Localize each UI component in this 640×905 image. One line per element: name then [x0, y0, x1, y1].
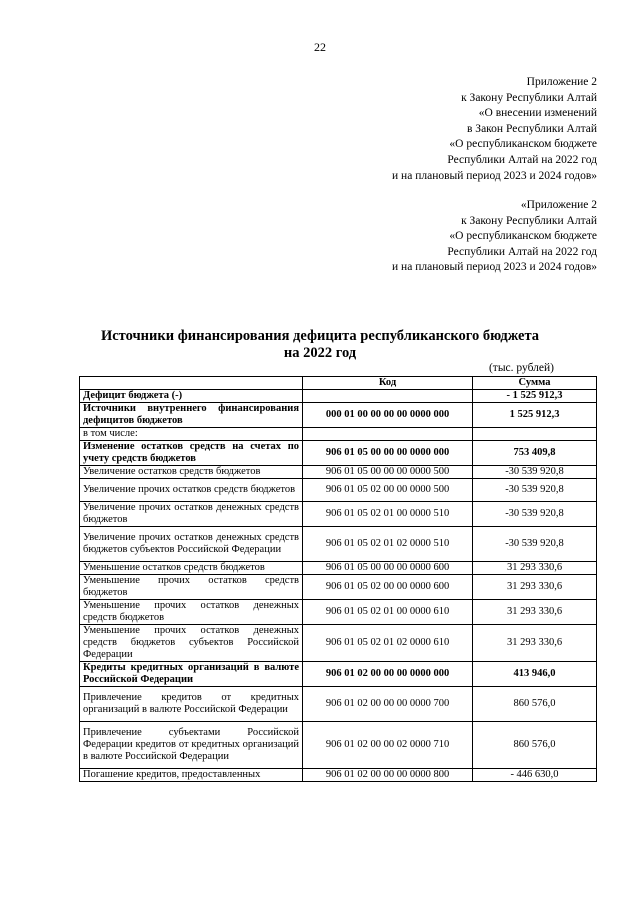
page-number: 22	[314, 40, 326, 54]
row-code-cell: 906 01 02 00 00 00 0000 700	[303, 687, 473, 722]
row-sum-cell: 860 576,0	[473, 722, 597, 769]
row-code-cell: 906 01 05 02 00 00 0000 600	[303, 575, 473, 600]
row-code-cell: 906 01 02 00 00 02 0000 710	[303, 722, 473, 769]
row-code-cell	[303, 428, 473, 441]
row-sum-cell: - 1 525 912,3	[473, 390, 597, 403]
row-sum-cell: -30 539 920,8	[473, 466, 597, 479]
row-name-cell: в том числе:	[80, 428, 303, 441]
appendix-line: Республики Алтай на 2022 год	[447, 245, 597, 258]
table-row	[80, 625, 597, 662]
appendix-line: к Закону Республики Алтай	[461, 214, 597, 227]
row-name-cell: Уменьшение прочих остатков денежных средств бюджетов субъектов Российской Федерации	[80, 625, 303, 662]
appendix-line: и на плановый период 2023 и 2024 годов»	[392, 169, 597, 182]
row-code-cell: 906 01 05 00 00 00 0000 600	[303, 562, 473, 575]
table-row	[80, 527, 597, 562]
appendix-line: к Закону Республики Алтай	[461, 91, 597, 104]
row-code-cell: 906 01 02 00 00 00 0000 800	[303, 769, 473, 782]
row-sum-cell: 31 293 330,6	[473, 575, 597, 600]
row-name-cell: Дефицит бюджета (-)	[80, 390, 303, 403]
row-name-cell: Погашение кредитов, предоставленных	[80, 769, 303, 782]
table-row	[80, 687, 597, 722]
row-code-cell: 906 01 02 00 00 00 0000 000	[303, 662, 473, 687]
appendix-header	[392, 75, 597, 184]
column-header-sum: Сумма	[473, 377, 597, 390]
row-name-cell: Увеличение прочих остатков денежных средств бюджетов	[80, 502, 303, 527]
column-header-name	[80, 377, 303, 390]
appendix-header-quoted	[392, 198, 597, 276]
row-code-cell: 906 01 05 00 00 00 0000 000	[303, 441, 473, 466]
column-header-code: Код	[303, 377, 473, 390]
row-sum-cell: -30 539 920,8	[473, 479, 597, 502]
row-sum-cell: 753 409,8	[473, 441, 597, 466]
row-code-cell: 906 01 05 02 00 00 0000 500	[303, 479, 473, 502]
row-sum-cell: - 446 630,0	[473, 769, 597, 782]
row-name-cell: Уменьшение прочих остатков денежных средств бюджетов	[80, 600, 303, 625]
table-row	[80, 390, 597, 403]
table-body	[80, 390, 597, 782]
row-code-cell: 906 01 05 02 01 00 0000 510	[303, 502, 473, 527]
row-name-cell: Увеличение прочих остатков денежных средств бюджетов субъектов Российской Федерации	[80, 527, 303, 562]
appendix-line: «О республиканском бюджете	[449, 230, 597, 243]
row-sum-cell: 860 576,0	[473, 687, 597, 722]
title-line: на 2022 год	[283, 345, 357, 361]
table-row	[80, 428, 597, 441]
table-row	[80, 441, 597, 466]
row-sum-cell: 31 293 330,6	[473, 600, 597, 625]
title-line: Источники финансирования дефицита республиканского бюджета	[100, 328, 540, 344]
row-code-cell	[303, 390, 473, 403]
appendix-line: и на плановый период 2023 и 2024 годов»	[392, 261, 597, 274]
row-name-cell: Привлечение кредитов от кредитных организаций в валюте Российской Федерации	[80, 687, 303, 722]
table-row	[80, 722, 597, 769]
appendix-line: «О внесении изменений	[478, 107, 597, 120]
appendix-line: Республики Алтай на 2022 год	[447, 153, 597, 166]
row-code-cell: 906 01 05 02 01 02 0000 610	[303, 625, 473, 662]
row-code-cell: 906 01 05 02 01 02 0000 510	[303, 527, 473, 562]
table-row	[80, 600, 597, 625]
appendix-line: Приложение 2	[526, 76, 597, 88]
appendix-line: «О республиканском бюджете	[449, 138, 597, 151]
budget-table	[79, 376, 597, 782]
row-name-cell: Привлечение субъектами Российской Федерации кредитов от кредитных организаций в валюте Российской Федерации	[80, 722, 303, 769]
units-label: (тыс. рублей)	[488, 362, 554, 374]
row-name-cell: Увеличение остатков средств бюджетов	[80, 466, 303, 479]
table-header-row	[80, 377, 597, 390]
table-row	[80, 403, 597, 428]
table-row	[80, 562, 597, 575]
row-name-cell: Уменьшение остатков средств бюджетов	[80, 562, 303, 575]
table-row	[80, 769, 597, 782]
row-name-cell: Увеличение прочих остатков средств бюджетов	[80, 479, 303, 502]
row-sum-cell	[473, 428, 597, 441]
row-sum-cell: -30 539 920,8	[473, 527, 597, 562]
row-sum-cell: -30 539 920,8	[473, 502, 597, 527]
table-row	[80, 502, 597, 527]
appendix-line: «Приложение 2	[520, 199, 597, 211]
row-sum-cell: 31 293 330,6	[473, 562, 597, 575]
table-row	[80, 466, 597, 479]
row-code-cell: 906 01 05 00 00 00 0000 500	[303, 466, 473, 479]
row-name-cell: Кредиты кредитных организаций в валюте Российской Федерации	[80, 662, 303, 687]
document-title	[0, 328, 640, 362]
row-sum-cell: 413 946,0	[473, 662, 597, 687]
row-name-cell: Изменение остатков средств на счетах по учету средств бюджетов	[80, 441, 303, 466]
row-name-cell: Источники внутреннего финансирования дефицитов бюджетов	[80, 403, 303, 428]
appendix-line: в Закон Республики Алтай	[467, 122, 597, 135]
table-row	[80, 575, 597, 600]
table-row	[80, 662, 597, 687]
row-code-cell: 906 01 05 02 01 00 0000 610	[303, 600, 473, 625]
row-code-cell: 000 01 00 00 00 00 0000 000	[303, 403, 473, 428]
row-name-cell: Уменьшение прочих остатков средств бюджетов	[80, 575, 303, 600]
table-row	[80, 479, 597, 502]
row-sum-cell: 1 525 912,3	[473, 403, 597, 428]
row-sum-cell: 31 293 330,6	[473, 625, 597, 662]
